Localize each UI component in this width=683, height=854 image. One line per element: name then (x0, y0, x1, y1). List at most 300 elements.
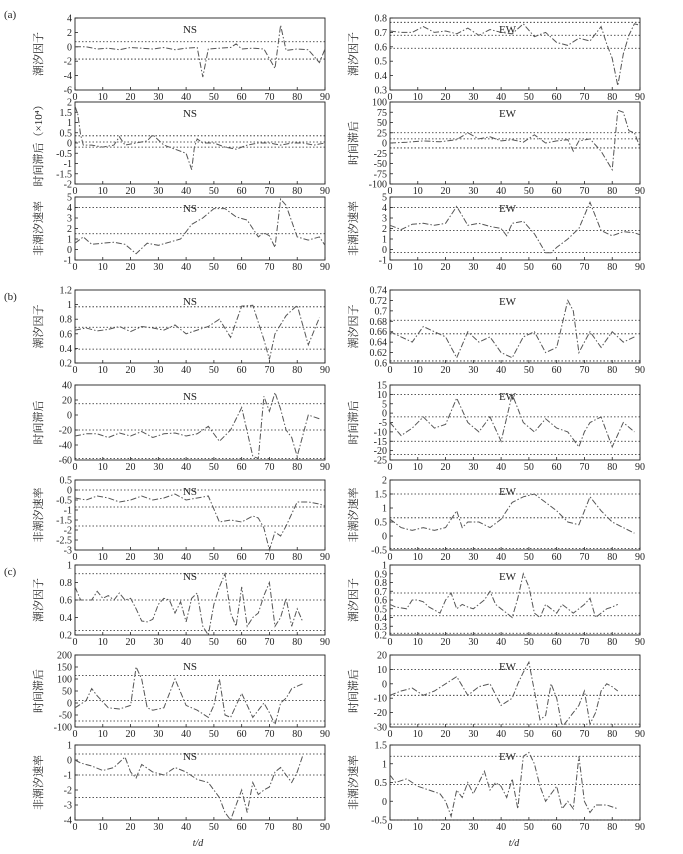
x-tick-label: 80 (607, 637, 618, 648)
x-tick-label: 60 (236, 822, 247, 833)
x-tick-label: 60 (236, 637, 247, 648)
y-tick-label: 1.2 (59, 285, 72, 297)
direction-label: EW (498, 296, 517, 308)
y-tick-label: 0.8 (59, 314, 72, 326)
y-tick-label: 5 (382, 399, 387, 411)
y-tick-label: -0.5 (56, 148, 72, 160)
y-axis-label: 潮汐因子 (348, 32, 360, 76)
y-tick-label: -25 (373, 148, 387, 160)
x-tick-label: 70 (579, 365, 590, 376)
chart-b_tf_ew (346, 286, 645, 377)
x-tick-label: 50 (523, 186, 534, 197)
x-tick-label: 90 (635, 262, 645, 273)
x-tick-label: 80 (607, 822, 618, 833)
x-tick-label: 70 (264, 92, 275, 103)
x-tick-label: 90 (320, 552, 330, 563)
y-tick-label: -1 (63, 255, 72, 267)
y-tick-label: 0.4 (374, 71, 387, 83)
y-tick-label: 4 (67, 203, 72, 214)
y-tick-label: 50 (377, 118, 387, 129)
series-line (75, 106, 325, 170)
chart-a_tl_ew (346, 98, 645, 198)
x-tick-label: 80 (607, 186, 618, 197)
x-tick-label: 40 (181, 262, 192, 273)
chart-c_tl_ew (346, 651, 645, 741)
y-tick-label: 0.6 (59, 329, 72, 341)
x-tick-label: 0 (72, 365, 78, 376)
x-tick-label: 0 (387, 637, 393, 648)
chart-b_tl_ns (31, 381, 330, 474)
x-tick-label: 70 (579, 552, 590, 563)
series-line (75, 393, 319, 459)
y-tick-label: 0.72 (369, 295, 387, 307)
x-tick-label: 20 (125, 822, 136, 833)
x-tick-label: 30 (468, 262, 479, 273)
x-tick-label: 90 (635, 637, 645, 648)
y-tick-label: 5 (67, 192, 72, 204)
x-tick-label: 70 (579, 186, 590, 197)
x-tick-label: 30 (153, 365, 164, 376)
x-tick-label: 60 (551, 822, 562, 833)
chart-a_nr_ns (31, 193, 330, 274)
x-tick-label: 20 (125, 552, 136, 563)
y-tick-label: 0.5 (59, 128, 72, 140)
x-tick-label: 60 (236, 552, 247, 563)
x-tick-label: 30 (468, 92, 479, 103)
x-tick-label: 90 (320, 262, 330, 273)
chart-a_tf_ew (346, 14, 645, 104)
x-tick-label: 20 (125, 729, 136, 740)
x-tick-label: 40 (496, 552, 507, 563)
chart-c_tf_ew (346, 561, 645, 649)
y-tick-label: 10 (377, 664, 387, 676)
x-tick-label: 70 (264, 186, 275, 197)
x-tick-label: 60 (236, 365, 247, 376)
x-tick-label: 90 (320, 186, 330, 197)
x-tick-label: 80 (607, 365, 618, 376)
y-tick-label: -25 (373, 455, 387, 467)
x-tick-label: 90 (635, 92, 645, 103)
y-tick-label: -0.5 (56, 495, 72, 507)
x-tick-label: 50 (208, 552, 219, 563)
y-axis-label: 潮汐因子 (348, 304, 360, 349)
x-tick-label: 70 (579, 822, 590, 833)
y-tick-label: 0.2 (374, 630, 387, 642)
series-line (75, 305, 319, 359)
x-tick-label: 80 (607, 262, 618, 273)
x-tick-label: 40 (181, 729, 192, 740)
direction-label: EW (498, 391, 517, 403)
y-tick-label: 0.5 (374, 604, 387, 616)
y-tick-label: -2 (63, 785, 72, 797)
x-tick-label: 20 (440, 552, 451, 563)
series-line (390, 300, 634, 357)
x-tick-label: 90 (635, 552, 645, 563)
series-line (75, 756, 303, 821)
x-tick-label: 50 (523, 462, 534, 473)
chart-b_nr_ew (346, 476, 645, 564)
x-tick-label: 40 (496, 822, 507, 833)
direction-label: NS (182, 296, 198, 308)
chart-b_nr_ns (31, 476, 330, 564)
y-tick-label: 2 (67, 97, 72, 109)
x-tick-label: 10 (412, 92, 423, 103)
x-tick-label: 50 (523, 822, 534, 833)
y-tick-label: -0.5 (371, 815, 387, 827)
chart-c_nr_ns (31, 741, 330, 834)
x-tick-label: 80 (292, 822, 303, 833)
x-tick-label: 60 (551, 729, 562, 740)
x-tick-label: 90 (320, 92, 330, 103)
x-tick-label: 10 (412, 462, 423, 473)
y-tick-label: 75 (377, 107, 387, 119)
x-tick-label: 20 (125, 637, 136, 648)
y-tick-label: -4 (63, 71, 72, 83)
y-tick-label: 2 (382, 224, 387, 235)
x-axis-label-left: t/d (192, 838, 204, 849)
direction-label: EW (498, 751, 517, 763)
x-tick-label: 40 (181, 92, 192, 103)
plot-frame (75, 385, 325, 460)
x-tick-label: 20 (125, 365, 136, 376)
y-tick-label: 0.7 (374, 306, 387, 318)
y-tick-label: -5 (378, 418, 387, 429)
chart-b_tf_ns (31, 286, 330, 377)
x-tick-label: 60 (236, 186, 247, 197)
x-tick-label: 40 (496, 462, 507, 473)
x-tick-label: 50 (208, 822, 219, 833)
x-tick-label: 40 (181, 822, 192, 833)
x-tick-label: 0 (72, 262, 78, 273)
x-tick-label: 0 (387, 92, 393, 103)
y-tick-label: 0.4 (374, 613, 387, 624)
x-tick-label: 40 (181, 637, 192, 648)
y-tick-label: 0.7 (374, 27, 387, 39)
x-tick-label: 80 (292, 552, 303, 563)
y-tick-label: -100 (368, 179, 387, 191)
y-axis-label: 非潮汐速率 (348, 755, 360, 810)
y-tick-label: -30 (373, 722, 387, 734)
chart-a_tl_ns (31, 98, 330, 198)
y-tick-label: 100 (57, 674, 72, 686)
y-tick-label: 20 (377, 650, 387, 662)
x-tick-label: 0 (72, 186, 78, 197)
x-tick-label: 20 (125, 262, 136, 273)
x-tick-label: 90 (320, 637, 330, 648)
direction-label: EW (498, 571, 517, 583)
y-tick-label: 0 (382, 408, 387, 420)
x-tick-label: 40 (181, 365, 192, 376)
x-tick-label: 80 (292, 729, 303, 740)
x-tick-label: 90 (635, 186, 645, 197)
y-tick-label: 0.2 (59, 358, 72, 370)
direction-label: EW (498, 108, 517, 120)
x-tick-label: 0 (72, 729, 78, 740)
y-tick-label: 200 (57, 650, 72, 662)
plot-frame (75, 655, 325, 727)
y-tick-label: -1 (63, 770, 72, 782)
y-tick-label: 4 (67, 13, 72, 25)
x-tick-label: 50 (523, 552, 534, 563)
x-tick-label: 0 (387, 365, 393, 376)
x-tick-label: 10 (97, 552, 108, 563)
y-tick-label: 0.6 (374, 42, 387, 54)
x-tick-label: 10 (97, 365, 108, 376)
x-tick-label: 90 (635, 462, 645, 473)
direction-label: NS (182, 24, 198, 36)
panel-label-b: (b) (4, 291, 17, 303)
x-tick-label: 60 (551, 552, 562, 563)
y-tick-label: 0.66 (369, 327, 387, 339)
x-tick-label: 40 (496, 92, 507, 103)
x-tick-label: 80 (607, 462, 618, 473)
y-tick-label: 0.5 (59, 475, 72, 487)
direction-label: NS (182, 571, 198, 583)
plot-frame (75, 18, 325, 90)
y-tick-label: 1 (382, 234, 387, 246)
y-tick-label: -60 (58, 455, 72, 467)
y-tick-label: 0.5 (374, 56, 387, 68)
x-tick-label: 20 (440, 92, 451, 103)
x-tick-label: 0 (72, 92, 78, 103)
y-axis-label: 非潮汐速率 (348, 201, 360, 256)
y-tick-label: -1 (378, 255, 387, 267)
x-tick-label: 40 (181, 552, 192, 563)
x-tick-label: 60 (236, 92, 247, 103)
y-tick-label: -6 (63, 85, 72, 97)
y-tick-label: 0.74 (369, 285, 387, 297)
x-tick-label: 70 (264, 262, 275, 273)
y-tick-label: 4 (382, 203, 387, 214)
y-tick-label: 3 (382, 213, 387, 225)
plot-frame (75, 290, 325, 363)
y-tick-label: 15 (377, 380, 387, 392)
y-tick-label: 0 (67, 410, 72, 422)
x-tick-label: 50 (208, 462, 219, 473)
y-tick-label: 0 (67, 698, 72, 710)
x-tick-label: 50 (208, 92, 219, 103)
x-tick-label: 70 (264, 552, 275, 563)
x-tick-label: 40 (496, 186, 507, 197)
x-tick-label: 50 (523, 262, 534, 273)
x-tick-label: 0 (72, 552, 78, 563)
x-tick-label: 50 (208, 365, 219, 376)
chart-b_tl_ew (346, 381, 645, 474)
y-tick-label: 1.5 (374, 489, 387, 501)
x-tick-label: 30 (468, 365, 479, 376)
x-tick-label: 30 (153, 822, 164, 833)
y-tick-label: 1 (382, 759, 387, 771)
y-tick-label: 1 (67, 740, 72, 752)
y-tick-label: -50 (373, 159, 387, 170)
y-tick-label: 2 (67, 224, 72, 235)
x-tick-label: 80 (292, 365, 303, 376)
plot-frame (75, 480, 325, 550)
x-tick-label: 60 (551, 462, 562, 473)
series-line (390, 494, 634, 533)
y-axis-label: 时间滞后 (33, 400, 45, 445)
y-tick-label: 0.6 (374, 358, 387, 370)
x-tick-label: 0 (387, 729, 393, 740)
y-tick-label: 2 (67, 27, 72, 39)
x-tick-label: 10 (97, 92, 108, 103)
chart-c_tf_ns (31, 561, 330, 649)
y-tick-label: 2 (382, 475, 387, 487)
x-tick-label: 10 (412, 262, 423, 273)
panel-group (31, 14, 645, 834)
y-tick-label: 0.7 (374, 586, 387, 598)
x-tick-label: 90 (320, 462, 330, 473)
direction-label: EW (498, 203, 517, 215)
y-tick-label: -0.5 (371, 545, 387, 557)
panel-label-c: (c) (4, 566, 17, 578)
x-tick-label: 10 (97, 822, 108, 833)
x-tick-label: 50 (208, 186, 219, 197)
x-tick-label: 0 (387, 262, 393, 273)
y-axis-label: 非潮汐速率 (33, 755, 45, 810)
x-tick-label: 60 (551, 637, 562, 648)
y-tick-label: 0 (67, 42, 72, 54)
x-tick-label: 70 (264, 729, 275, 740)
x-tick-label: 70 (579, 729, 590, 740)
x-tick-label: 50 (523, 365, 534, 376)
x-tick-label: 70 (579, 262, 590, 273)
y-tick-label: -10 (373, 693, 387, 705)
y-tick-label: 0.4 (59, 613, 72, 624)
y-tick-label: 3 (67, 213, 72, 225)
y-tick-label: -2.5 (56, 535, 72, 547)
y-tick-label: 10 (377, 389, 387, 401)
y-tick-label: 1 (67, 234, 72, 246)
x-tick-label: 70 (579, 637, 590, 648)
y-tick-label: -10 (373, 427, 387, 439)
x-tick-label: 50 (208, 637, 219, 648)
y-tick-label: 0.6 (59, 595, 72, 607)
x-tick-label: 70 (264, 637, 275, 648)
chart-c_nr_ew (346, 741, 645, 834)
x-axis-label-right: t/d (508, 838, 520, 849)
x-tick-label: 30 (468, 462, 479, 473)
x-tick-label: 30 (153, 92, 164, 103)
y-tick-label: 150 (57, 662, 72, 674)
x-tick-label: 10 (412, 637, 423, 648)
y-tick-label: -3 (63, 545, 72, 557)
x-tick-label: 0 (387, 822, 393, 833)
y-tick-label: 1 (382, 560, 387, 572)
x-tick-label: 50 (523, 729, 534, 740)
x-tick-label: 60 (551, 186, 562, 197)
x-tick-label: 40 (496, 262, 507, 273)
y-axis-label: 潮汐因子 (33, 32, 45, 76)
y-axis-label: 时间滞后 (348, 400, 360, 445)
x-tick-label: 20 (440, 729, 451, 740)
x-tick-label: 30 (153, 462, 164, 473)
x-tick-label: 60 (551, 365, 562, 376)
x-tick-label: 50 (523, 637, 534, 648)
y-tick-label: 50 (62, 686, 72, 698)
x-tick-label: 30 (468, 552, 479, 563)
y-tick-label: -75 (373, 169, 387, 181)
direction-label: NS (182, 108, 198, 120)
y-tick-label: -1.5 (56, 169, 72, 181)
y-tick-label: -1 (63, 159, 72, 170)
series-line (75, 494, 325, 550)
x-tick-label: 50 (208, 729, 219, 740)
y-tick-label: 0.8 (59, 578, 72, 589)
y-tick-label: 0.2 (59, 630, 72, 642)
x-tick-label: 70 (264, 365, 275, 376)
x-tick-label: 50 (208, 262, 219, 273)
x-tick-label: 60 (236, 262, 247, 273)
y-tick-label: -2 (63, 525, 72, 537)
x-tick-label: 70 (579, 92, 590, 103)
x-tick-label: 10 (97, 262, 108, 273)
y-tick-label: 0.68 (369, 316, 387, 328)
chart-c_tl_ns (31, 651, 330, 741)
y-axis-label: 时间滞后 (348, 121, 360, 165)
panel-label-a: (a) (4, 9, 17, 21)
x-tick-label: 30 (468, 822, 479, 833)
y-tick-label: 0.6 (374, 595, 387, 607)
y-tick-label: 0.8 (374, 13, 387, 25)
x-tick-label: 40 (181, 462, 192, 473)
y-tick-label: 5 (382, 192, 387, 204)
y-tick-label: 100 (372, 97, 387, 109)
x-tick-label: 70 (264, 462, 275, 473)
y-axis-label: 潮汐因子 (348, 578, 360, 622)
y-tick-label: -15 (373, 436, 387, 448)
y-tick-label: -20 (373, 708, 387, 720)
x-tick-label: 80 (607, 552, 618, 563)
x-tick-label: 30 (468, 637, 479, 648)
y-tick-label: 25 (377, 128, 387, 140)
x-tick-label: 90 (635, 365, 645, 376)
x-tick-label: 0 (387, 462, 393, 473)
y-tick-label: 1.5 (374, 740, 387, 752)
y-tick-label: 1.5 (59, 107, 72, 119)
y-axis-label: 非潮汐速率 (33, 201, 45, 256)
series-line (75, 199, 325, 254)
x-tick-label: 10 (412, 552, 423, 563)
x-tick-label: 0 (72, 462, 78, 473)
y-tick-label: 0 (382, 138, 387, 150)
x-tick-label: 50 (523, 92, 534, 103)
direction-label: EW (498, 486, 517, 498)
y-tick-label: 0 (67, 138, 72, 150)
y-tick-label: -3 (63, 800, 72, 812)
x-tick-label: 20 (125, 92, 136, 103)
x-tick-label: 10 (412, 186, 423, 197)
series-line (75, 25, 325, 77)
x-tick-label: 70 (264, 822, 275, 833)
x-tick-label: 10 (412, 365, 423, 376)
x-tick-label: 60 (236, 729, 247, 740)
y-tick-label: -1.5 (56, 515, 72, 527)
plot-frame (75, 745, 325, 820)
chart-a_tf_ns (31, 14, 330, 104)
y-tick-label: 0.3 (374, 621, 387, 633)
y-tick-label: 0.62 (369, 348, 387, 360)
x-tick-label: 20 (440, 186, 451, 197)
x-tick-label: 80 (292, 462, 303, 473)
x-tick-label: 40 (496, 365, 507, 376)
x-tick-label: 80 (292, 92, 303, 103)
y-tick-label: 0 (382, 531, 387, 543)
x-tick-label: 0 (387, 552, 393, 563)
x-tick-label: 0 (72, 637, 78, 648)
y-tick-label: 1 (67, 118, 72, 129)
y-tick-label: 1 (382, 503, 387, 515)
